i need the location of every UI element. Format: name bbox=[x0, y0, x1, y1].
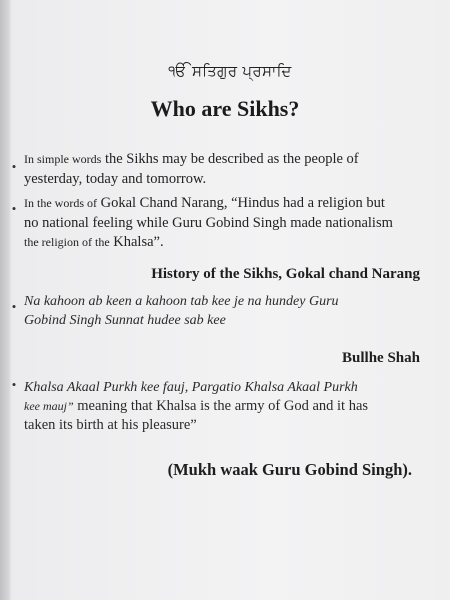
point-1 bbox=[24, 150, 430, 189]
point-2-line3-lead: the religion of the bbox=[24, 235, 110, 249]
quote-2-line2-italic: kee mauj” bbox=[24, 399, 74, 413]
attribution-guru-gobind-singh: (Mukh waak Guru Gobind Singh). bbox=[167, 460, 412, 479]
point-1-line2: yesterday, today and tomorrow. bbox=[24, 170, 207, 187]
bullet-marker: • bbox=[11, 377, 17, 392]
point-2-line3-rest: Khalsa”. bbox=[109, 234, 164, 250]
attribution-narang: History of the Sikhs, Gokal chand Narang bbox=[151, 266, 420, 282]
point-2-text: Gokal Chand Narang, “Hindus had a religion but bbox=[96, 195, 385, 211]
point-2 bbox=[24, 194, 430, 253]
point-2-lead: In the words of bbox=[24, 196, 97, 210]
page-title: Who are Sikhs? bbox=[150, 96, 300, 121]
quote-2-line3: taken its birth at his pleasure” bbox=[24, 417, 197, 433]
quote-2-line2-rest: meaning that Khalsa is the army of God and it has bbox=[73, 398, 369, 414]
point-2-line2: no national feeling while Guru Gobind Singh made nationalism bbox=[24, 214, 393, 231]
gurmukhi-invocation: ੴ ਸਤਿਗੁਰ ਪ੍ਰਸਾਦਿ bbox=[168, 62, 292, 80]
quote-1-line2: Gobind Singh Sunnat hudee sab kee bbox=[24, 313, 226, 328]
quote-2-line1: Khalsa Akaal Purkh kee fauj, Pargatio Khalsa Akaal Purkh bbox=[24, 380, 358, 395]
bullet-marker: • bbox=[11, 159, 17, 174]
bullet-marker: • bbox=[11, 201, 17, 216]
quote-bullhe-shah bbox=[24, 292, 424, 330]
quote-1-line1: Na kahoon ab keen a kahoon tab kee je na hundey Guru bbox=[24, 294, 339, 309]
quote-guru-gobind-singh bbox=[24, 378, 434, 435]
bullet-marker: • bbox=[11, 299, 17, 314]
point-1-lead: In simple words bbox=[24, 152, 102, 166]
attribution-bullhe-shah: Bullhe Shah bbox=[342, 350, 420, 366]
point-1-text: the Sikhs may be described as the people of bbox=[101, 151, 359, 167]
